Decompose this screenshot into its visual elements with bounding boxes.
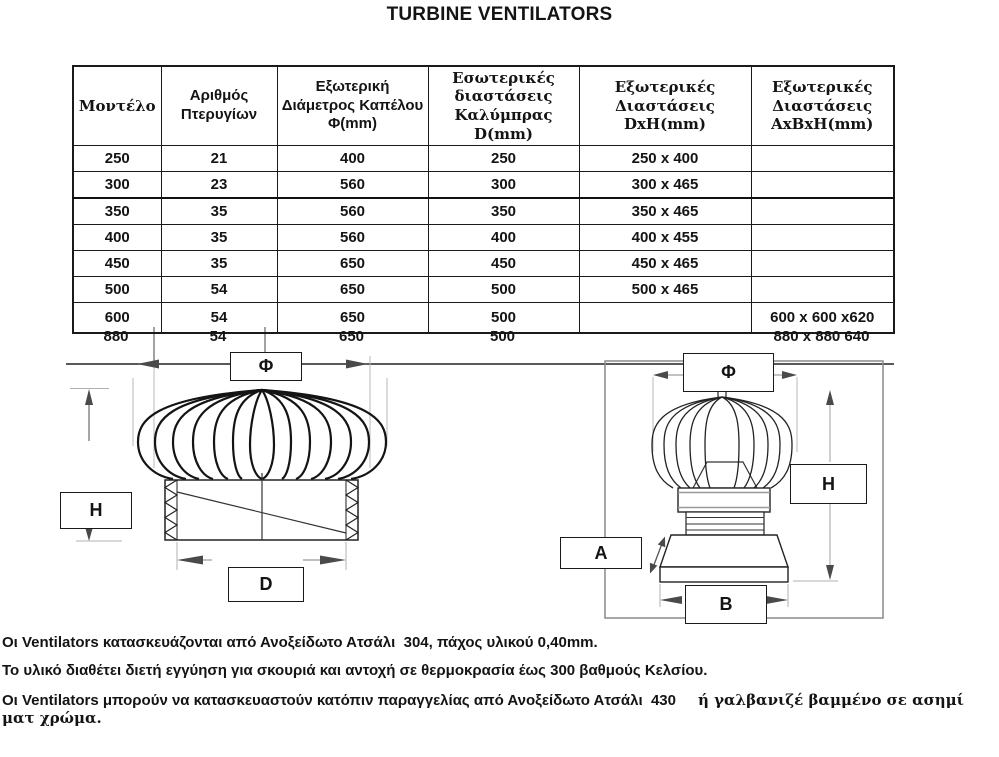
cell: 500 (428, 277, 579, 303)
cell: 600 x 600 x620 (751, 303, 894, 334)
cell: 35 (161, 198, 277, 225)
phi-label-right: Φ (683, 353, 774, 392)
cell: 400 x 455 (579, 225, 751, 251)
cell (578, 328, 750, 345)
cell (751, 198, 894, 225)
table-row (73, 198, 894, 225)
note-warranty: Το υλικό διαθέτει διετή εγγύηση για σκουριά και αντοχή σε θερμοκρασία έως 300 βαθμούς Κελσίου. (2, 662, 708, 679)
cell: 560 (277, 198, 428, 225)
page-title: TURBINE VENTILATORS (386, 4, 613, 25)
height-label-left: H (60, 492, 132, 529)
note-material: Οι Ventilators κατασκευάζονται από Ανοξείδωτο Ατσάλι 304, πάχος υλικού 0,40mm. (2, 634, 598, 651)
cell: 500 (428, 303, 579, 334)
cell: 450 x 465 (579, 251, 751, 277)
table-header-row (73, 66, 894, 146)
cell: 500 (489, 328, 516, 345)
cell: 400 (428, 225, 579, 251)
cell: 500 (73, 277, 161, 303)
cell: 650 (338, 328, 365, 345)
cell: 250 (73, 146, 161, 172)
cell (751, 277, 894, 303)
cell: 560 (277, 172, 428, 199)
cell: 23 (161, 172, 277, 199)
table-row (73, 225, 894, 251)
col-header-blades: Αριθμός Πτερυγίων (161, 66, 277, 146)
cell: 400 (277, 146, 428, 172)
cell: 350 (428, 198, 579, 225)
cell: 300 x 465 (579, 172, 751, 199)
cell: 21 (161, 146, 277, 172)
col-header-outer-dxh: Εξωτερικές Διαστάσεις DxH(mm) (579, 66, 751, 146)
cell: 650 (277, 277, 428, 303)
col-header-outer-diameter: Εξωτερική Διάμετρος Καπέλου Φ(mm) (277, 66, 428, 146)
table-row (73, 277, 894, 303)
a-label: A (560, 537, 642, 569)
note-custom-order-main: Οι Ventilators μπορούν να κατασκευαστούν κατόπιν παραγγελίας από Ανοξείδωτο Ατσάλι 430 (2, 692, 676, 709)
cell: 350 x 465 (579, 198, 751, 225)
cell (751, 172, 894, 199)
cell: 250 (428, 146, 579, 172)
cell: 54 (161, 303, 277, 334)
cell (751, 146, 894, 172)
cell: 54 (209, 328, 227, 345)
spec-table (72, 65, 895, 334)
cell (751, 251, 894, 277)
cell: 35 (161, 225, 277, 251)
cell: 300 (428, 172, 579, 199)
diameter-label: D (228, 567, 304, 602)
col-header-model: Μοντέλο (73, 66, 161, 146)
note-custom-order (2, 691, 999, 727)
cell: 560 (277, 225, 428, 251)
cell: 400 (73, 225, 161, 251)
cell: 650 (277, 251, 428, 277)
cell: 250 x 400 (579, 146, 751, 172)
col-header-outer-axbxh: Εξωτερικές Διαστάσεις AxBxH(mm) (751, 66, 894, 146)
cell: 450 (428, 251, 579, 277)
cell: 650 (277, 303, 428, 334)
cell: 880 (103, 328, 129, 345)
cell: 300 (73, 172, 161, 199)
cell: 600 (73, 303, 161, 334)
cell: 54 (161, 277, 277, 303)
cell: 500 x 465 (579, 277, 751, 303)
cell (751, 225, 894, 251)
phi-label-left: Φ (230, 352, 302, 381)
cell: 35 (161, 251, 277, 277)
table-row (73, 146, 894, 172)
table-row-outside (72, 328, 893, 345)
table-row (73, 251, 894, 277)
height-label-right: H (790, 464, 867, 504)
b-label: B (685, 585, 767, 624)
cell: 880 x 880 640 (773, 328, 870, 345)
note-custom-order-tail: ή γαλβανιζέ βαμμένο σε ασημί ματ χρώμα. (2, 691, 970, 727)
table-row (73, 172, 894, 199)
cell: 450 (73, 251, 161, 277)
col-header-inner-dimensions: Εσωτερικές διαστάσεις Καλύμπρας D(mm) (428, 66, 579, 146)
cell: 350 (73, 198, 161, 225)
